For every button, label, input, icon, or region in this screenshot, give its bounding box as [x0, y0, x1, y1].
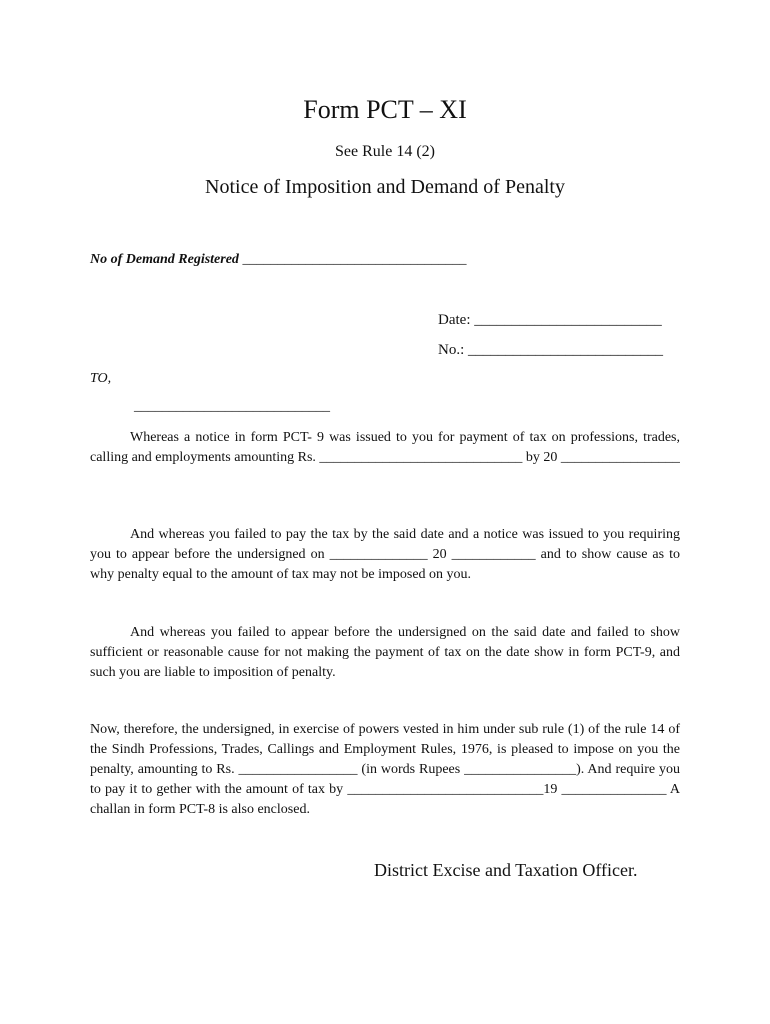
paragraph-penalty-imposed [90, 720, 680, 820]
form-title: Form PCT – XI [303, 95, 467, 124]
demand-registered-label: No of Demand Registered [90, 252, 239, 267]
paragraph-failed-to-pay [90, 525, 680, 585]
paragraph-text: And whereas you failed to appear before the undersigned on the said date and failed to show sufficient or reasonable cause for not making the payment of tax on the date show in form PCT-9, and such you are liable to imposition of penalty. [90, 625, 680, 680]
number-label: No.: [438, 342, 465, 358]
addressee-field[interactable]: ____________________________ [134, 399, 330, 414]
number-field[interactable]: __________________________ [468, 342, 663, 358]
paragraph-failed-to-appear [90, 623, 680, 683]
paragraph-text: Now, therefore, the undersigned, in exercise of powers vested in him under sub rule (1) of the rule 14 of the Sindh Professions, Trades, Callings and Employment Rules, 1976, is pleased to impose on you the penalty, amounting to Rs. _________________ (in words Rupees ________________). And require you to pay it to gether with the amount of tax by ____________________________19 _______________ A challan in form PCT-8 is also enclosed. [90, 722, 680, 817]
paragraph-text: And whereas you failed to pay the tax by the said date and a notice was issued to you requiring you to appear before the undersigned on ______________ 20 ____________ and to show cause as to why penalty equal to the amount of tax may not be imposed on you. [90, 527, 680, 582]
paragraph-text: Whereas a notice in form PCT- 9 was issued to you for payment of tax on professions, trades, calling and employments amounting Rs. _____________________________ by 20 _________________ [90, 430, 680, 465]
date-field[interactable]: _________________________ [474, 312, 662, 328]
number-line [438, 340, 663, 360]
date-label: Date: [438, 312, 471, 328]
demand-registered-field[interactable]: ________________________________ [242, 252, 467, 267]
signature-designation: District Excise and Taxation Officer. [374, 860, 638, 880]
paragraph-notice-issued [90, 428, 680, 468]
rule-reference: See Rule 14 (2) [335, 143, 435, 160]
date-line [438, 310, 662, 330]
notice-heading: Notice of Imposition and Demand of Penalty [205, 176, 565, 198]
addressee-label: TO, [90, 371, 112, 386]
demand-registered-line [90, 250, 466, 270]
